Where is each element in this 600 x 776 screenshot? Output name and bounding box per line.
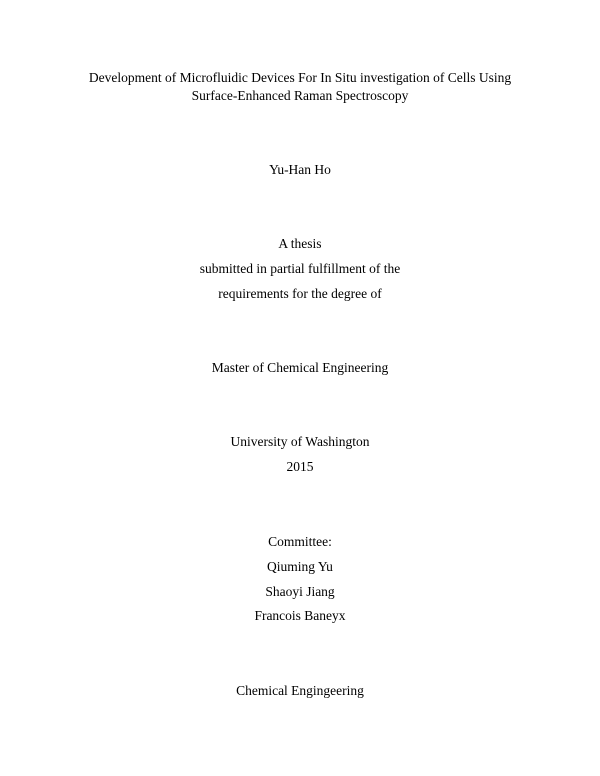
- year: 2015: [286, 459, 314, 474]
- thesis-label: A thesis: [278, 236, 322, 251]
- committee-member: Francois Baneyx: [254, 608, 346, 623]
- committee-member: Qiuming Yu: [267, 559, 333, 574]
- institution-name: University of Washington: [230, 434, 370, 449]
- program-name: Chemical Engingeering: [236, 683, 364, 698]
- committee-heading: Committee:: [268, 534, 332, 549]
- thesis-title-line-2: Surface-Enhanced Raman Spectroscopy: [191, 88, 409, 103]
- degree-name: Master of Chemical Engineering: [211, 360, 389, 375]
- author-name: Yu-Han Ho: [269, 162, 331, 177]
- thesis-title-line-1: Development of Microfluidic Devices For In Situ investigation of Cells Using: [88, 70, 512, 85]
- fulfillment-statement: submitted in partial fulfillment of the: [199, 261, 401, 276]
- committee-member: Shaoyi Jiang: [265, 584, 335, 599]
- degree-requirement-statement: requirements for the degree of: [218, 286, 382, 301]
